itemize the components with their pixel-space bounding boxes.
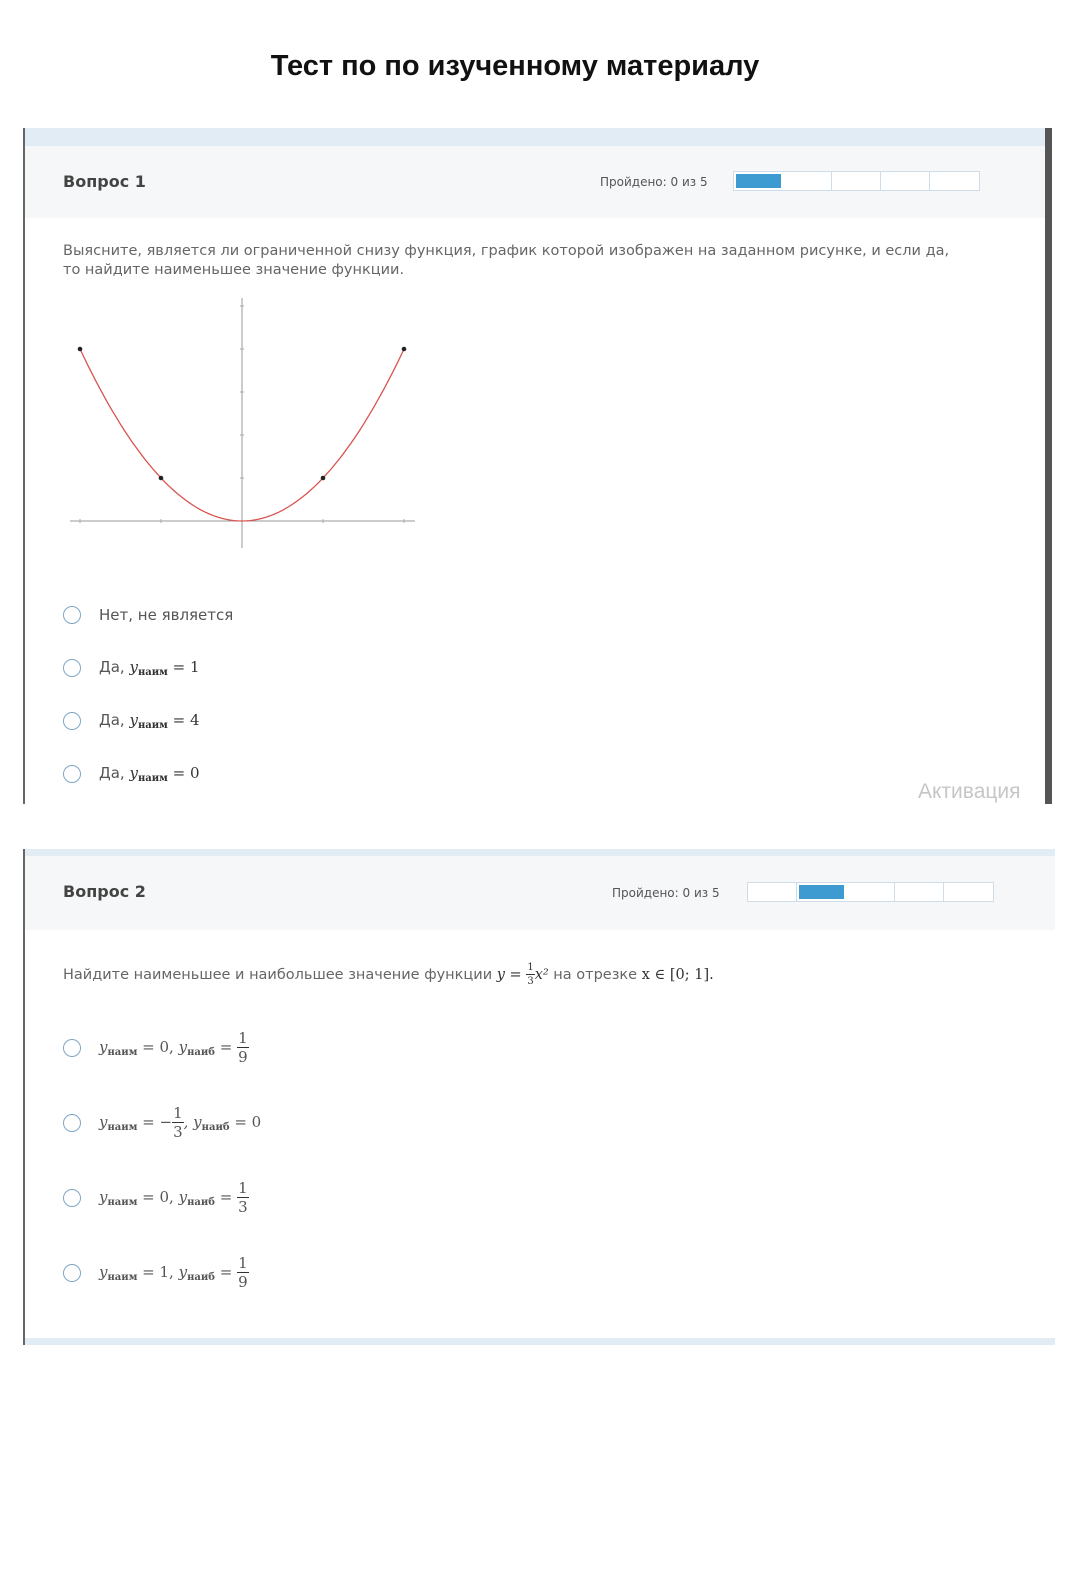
panel-bottom-band: [25, 1338, 1055, 1345]
question-title: Вопрос 2: [63, 882, 146, 901]
formula-fraction: $\frac{1}{3}$: [527, 962, 534, 987]
option-fraction: $\frac{1}{3}$: [173, 1103, 183, 1141]
answer-option-2[interactable]: [63, 641, 233, 694]
formula-lhs: y =: [496, 967, 522, 983]
answer-options: [63, 588, 233, 800]
question-1-panel: [23, 128, 1052, 804]
data-point: [78, 347, 83, 352]
progress-segment: [783, 172, 832, 190]
option-label: $y_{наим} = 0$, $y_{наиб}$ = $\frac{1}{3}$: [99, 1178, 248, 1216]
answer-options: [63, 1010, 261, 1310]
panel-top-band: [25, 849, 1055, 856]
panel-top-band: [25, 128, 1045, 146]
option-fraction: $\frac{1}{3}$: [238, 1178, 248, 1216]
answer-option-3[interactable]: [63, 1160, 261, 1235]
progress-segment: [846, 883, 895, 901]
option-label: $y_{наим} = 0$, $y_{наиб}$ = $\frac{1}{9}$: [99, 1028, 248, 1066]
document-title: Тест по по изученному материалу: [270, 50, 760, 82]
progress-segment: [895, 883, 944, 901]
radio-button[interactable]: [63, 1264, 81, 1282]
radio-button[interactable]: [63, 765, 81, 783]
answer-option-1[interactable]: [63, 1010, 261, 1085]
option-prefix: Да,: [99, 763, 125, 782]
progress-segment: [832, 172, 881, 190]
progress-segment: [797, 883, 846, 901]
parabola-chart: [70, 298, 420, 558]
question-header: [25, 146, 1045, 218]
answer-option-2[interactable]: [63, 1085, 261, 1160]
radio-button[interactable]: [63, 1039, 81, 1057]
progress-segment: [930, 172, 979, 190]
option-label: $y_{наим}$ = − $\frac{1}{3}$ , $y_{наиб} = 0$: [99, 1103, 262, 1141]
radio-button[interactable]: [63, 712, 81, 730]
progress-bar: [747, 882, 994, 902]
question-text: Выясните, является ли ограниченной снизу функция, график которой изображен на заданном рисунке, и если да, то найдите наименьшее значение функции.: [63, 243, 950, 278]
progress-segment: [881, 172, 930, 190]
question-text-middle: на отрезке: [553, 967, 638, 983]
radio-button[interactable]: [63, 1189, 81, 1207]
option-fraction: $\frac{1}{9}$: [238, 1253, 248, 1291]
data-point: [402, 347, 407, 352]
option-sub: наим: [137, 772, 168, 784]
option-sub: наим: [137, 719, 168, 731]
option-fraction: $\frac{1}{9}$: [238, 1028, 248, 1066]
progress-segment: [944, 883, 993, 901]
option-label: Нет, не является: [99, 605, 234, 624]
data-point: [159, 476, 164, 481]
question-header: [25, 856, 1055, 930]
interval: x ∈ [0; 1].: [641, 967, 714, 983]
option-prefix: Да,: [99, 657, 125, 676]
radio-button[interactable]: [63, 659, 81, 677]
formula-rest: x²: [534, 967, 549, 983]
answer-option-1[interactable]: [63, 588, 233, 641]
question-text-before: Найдите наименьшее и наибольшее значение функции: [63, 967, 493, 983]
data-point: [321, 476, 326, 481]
answer-option-4[interactable]: [63, 747, 233, 800]
option-label: $y_{наим} = 1$, $y_{наиб}$ = $\frac{1}{9}$: [99, 1253, 248, 1291]
option-label: [99, 764, 200, 784]
option-sub: наим: [137, 666, 168, 678]
question-title: Вопрос 1: [63, 172, 146, 191]
question-text: [63, 963, 963, 987]
option-value: = 0: [172, 763, 200, 782]
question-2-panel: [23, 849, 1055, 1345]
option-var: y: [129, 710, 138, 729]
progress-label: Пройдено: 0 из 5: [600, 175, 708, 189]
radio-button[interactable]: [63, 1114, 81, 1132]
progress-label: Пройдено: 0 из 5: [612, 886, 720, 900]
option-var: y: [129, 657, 138, 676]
option-label: [99, 711, 200, 731]
option-value: = 1: [172, 657, 200, 676]
option-var: y: [129, 763, 138, 782]
progress-segment: [748, 883, 797, 901]
answer-option-3[interactable]: [63, 694, 233, 747]
answer-option-4[interactable]: [63, 1235, 261, 1310]
activation-watermark: Активация: [918, 780, 1021, 803]
option-value: = 4: [172, 710, 200, 729]
function-formula: [496, 962, 549, 987]
progress-segment: [734, 172, 783, 190]
progress-bar: [733, 171, 980, 191]
radio-button[interactable]: [63, 606, 81, 624]
option-label: [99, 658, 200, 678]
option-prefix: Да,: [99, 710, 125, 729]
